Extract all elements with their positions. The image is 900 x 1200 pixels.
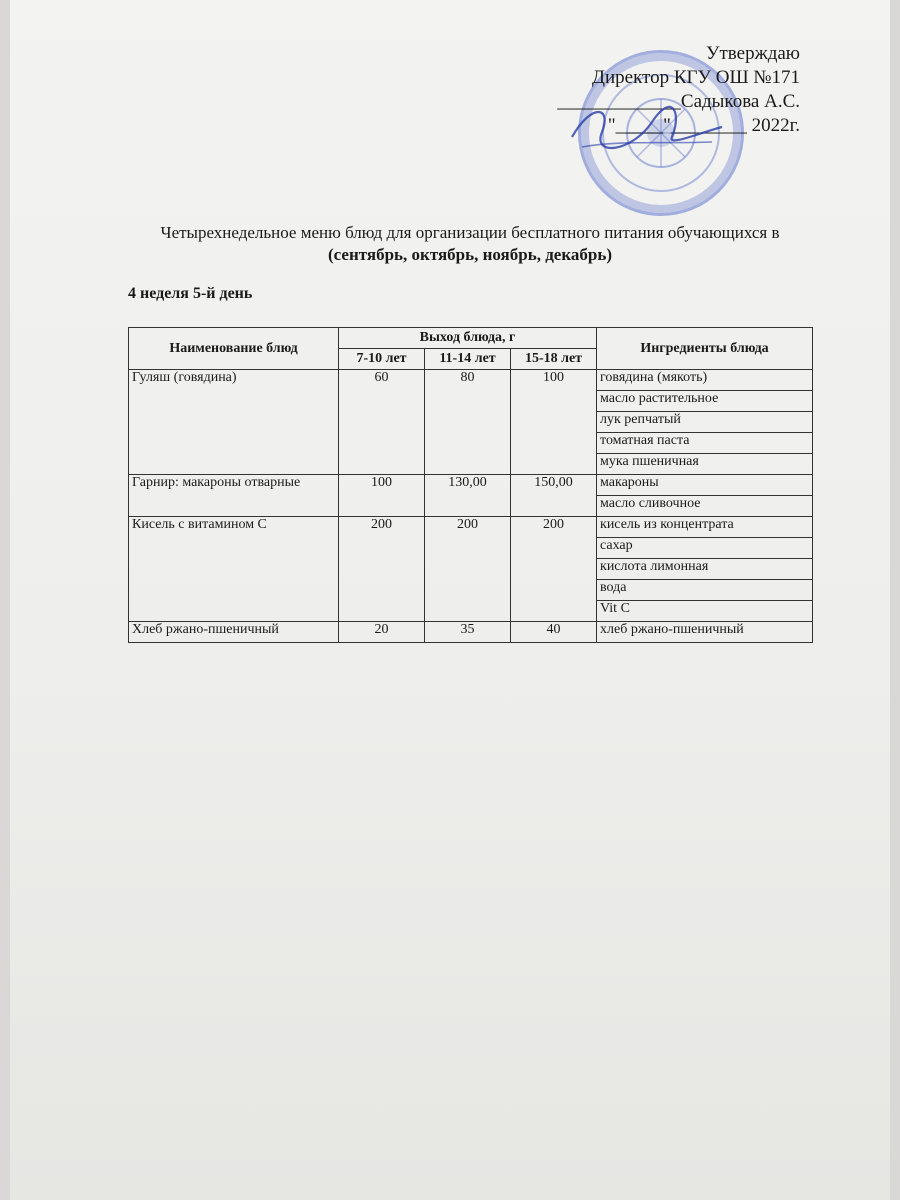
ingredient-cell: кислота лимонная	[597, 559, 813, 580]
document-page	[10, 0, 890, 1200]
dish-output-v2: 130,00	[425, 475, 511, 517]
dish-output-v2: 200	[425, 517, 511, 622]
dish-name: Гуляш (говядина)	[129, 370, 339, 475]
dish-output-v1: 20	[339, 622, 425, 643]
dish-output-v3: 100	[511, 370, 597, 475]
header-age-15-18: 15-18 лет	[511, 349, 597, 370]
title-line-1: Четырехнедельное меню блюд для организации бесплатного питания обучающихся в	[160, 223, 780, 242]
table-row	[129, 622, 813, 643]
ingredient-cell: макароны	[597, 475, 813, 496]
dish-name: Хлеб ржано-пшеничный	[129, 622, 339, 643]
ingredient-cell: кисель из концентрата	[597, 517, 813, 538]
ingredient-cell: вода	[597, 580, 813, 601]
ingredient-cell: масло растительное	[597, 391, 813, 412]
ingredient-cell: томатная паста	[597, 433, 813, 454]
dish-output-v2: 80	[425, 370, 511, 475]
ingredient-cell: мука пшеничная	[597, 454, 813, 475]
ingredient-cell: лук репчатый	[597, 412, 813, 433]
menu-table	[128, 327, 813, 643]
header-ingredients: Ингредиенты блюда	[597, 328, 813, 370]
ingredient-cell: говядина (мякоть)	[597, 370, 813, 391]
approval-name: _____________Садыкова А.С.	[557, 91, 800, 112]
table-row	[129, 475, 813, 496]
dish-output-v2: 35	[425, 622, 511, 643]
approval-date: "_____"________ 2022г.	[607, 115, 800, 136]
dish-output-v3: 150,00	[511, 475, 597, 517]
ingredient-cell: масло сливочное	[597, 496, 813, 517]
document-title	[70, 222, 870, 266]
approval-director: Директор КГУ ОШ №171	[592, 67, 800, 88]
ingredient-cell: Vit C	[597, 601, 813, 622]
header-dish-name: Наименование блюд	[129, 328, 339, 370]
dish-name: Кисель с витамином С	[129, 517, 339, 622]
dish-output-v1: 200	[339, 517, 425, 622]
approval-approve: Утверждаю	[706, 43, 800, 64]
dish-output-v1: 60	[339, 370, 425, 475]
header-age-7-10: 7-10 лет	[339, 349, 425, 370]
table-row	[129, 517, 813, 538]
week-day-label: 4 неделя 5-й день	[128, 285, 253, 302]
header-output: Выход блюда, г	[339, 328, 597, 349]
dish-output-v1: 100	[339, 475, 425, 517]
dish-output-v3: 200	[511, 517, 597, 622]
header-age-11-14: 11-14 лет	[425, 349, 511, 370]
title-line-2: (сентябрь, октябрь, ноябрь, декабрь)	[328, 245, 612, 264]
ingredient-cell: сахар	[597, 538, 813, 559]
ingredient-cell: хлеб ржано-пшеничный	[597, 622, 813, 643]
dish-name: Гарнир: макароны отварные	[129, 475, 339, 517]
handwritten-signature	[562, 92, 732, 162]
dish-output-v3: 40	[511, 622, 597, 643]
table-row	[129, 370, 813, 391]
